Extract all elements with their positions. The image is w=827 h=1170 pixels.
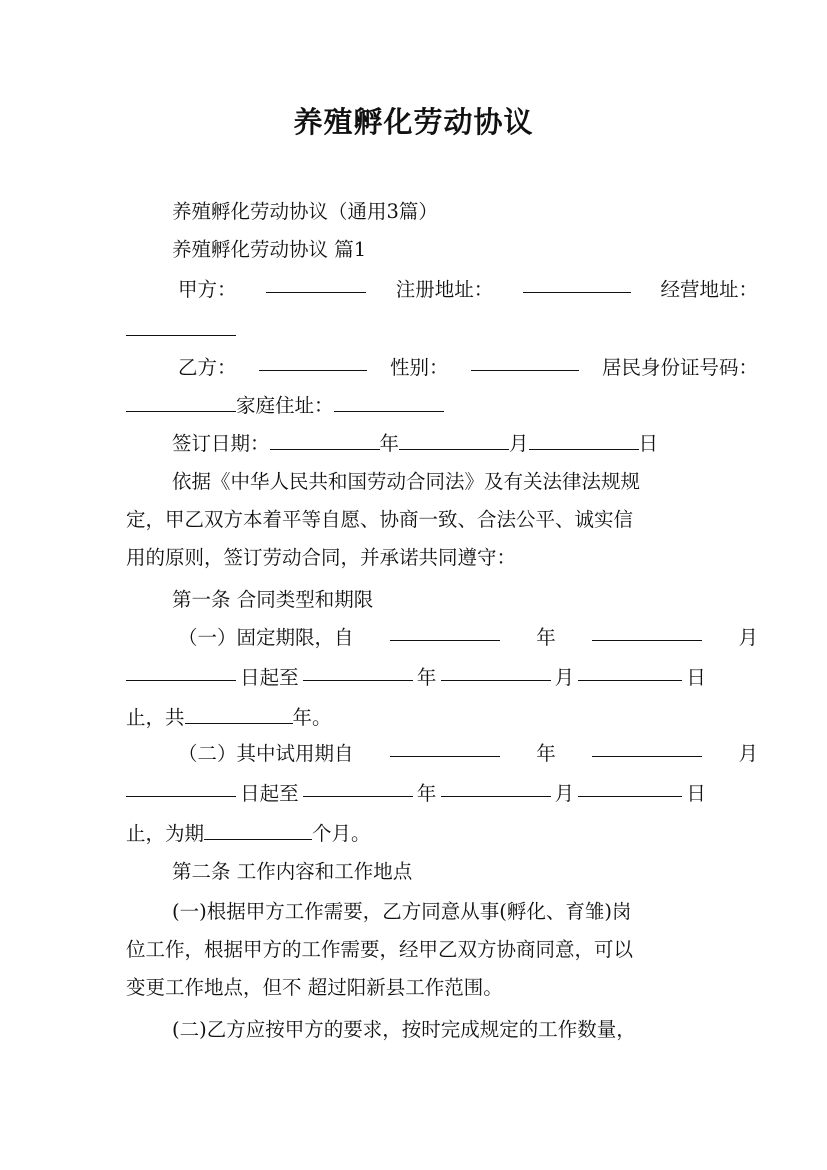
probation-line (126, 734, 758, 774)
article-2-heading: 第二条 工作内容和工作地点 (172, 860, 413, 883)
blank-field (441, 774, 551, 797)
month-label: 月 (738, 626, 758, 649)
month-label: 月 (509, 432, 529, 455)
blank-field (529, 427, 639, 450)
blank-field (592, 734, 702, 757)
blank-field (204, 817, 312, 840)
blank-field (303, 774, 413, 797)
subtitle-line: 养殖孵化劳动协议（通用3篇） (172, 200, 438, 223)
blank-field (390, 734, 500, 757)
party-a-continuation (126, 310, 706, 350)
day-to-label: 日起至 (240, 782, 299, 805)
probation-open: （二）其中试用期自 (178, 742, 354, 765)
party-b-continuation (126, 386, 706, 426)
biz-address-label: 经营地址： (660, 278, 758, 301)
blank-field (390, 618, 500, 641)
party-a-label: 甲方： (178, 278, 237, 301)
reg-address-label: 注册地址： (395, 278, 494, 301)
article-2-line: (二)乙方应按甲方的要求，按时完成规定的工作数量， (172, 1018, 636, 1041)
year-label: 年 (536, 626, 556, 649)
blank-field (266, 270, 366, 293)
probation-line (126, 774, 706, 814)
article-2-line: 变更工作地点，但不 超过阳新县工作范围。 (126, 976, 503, 999)
blank-field (592, 618, 702, 641)
preamble-line: 定，甲乙双方本着平等自愿、协商一致、合法公平、诚实信 (126, 508, 634, 531)
blank-field (578, 658, 682, 681)
blank-field (471, 348, 579, 371)
year-label: 年 (416, 782, 437, 805)
article-1-heading: 第一条 合同类型和期限 (172, 588, 374, 611)
day-label: 日 (638, 432, 659, 455)
blank-field (334, 389, 444, 412)
year-label: 年 (379, 432, 400, 455)
home-address-label: 家庭住址： (236, 394, 334, 417)
id-number-label: 居民身份证号码： (601, 356, 758, 379)
fixed-term-open: （一）固定期限，自 (178, 626, 354, 649)
blank-field (399, 427, 509, 450)
document-title: 养殖孵化劳动协议 (293, 105, 534, 139)
fixed-term-line (126, 658, 706, 698)
end-label: 止，共 (126, 706, 185, 729)
day-label: 日 (686, 666, 706, 689)
preamble-line: 依据《中华人民共和国劳动合同法》及有关法律法规规 (172, 470, 641, 493)
fixed-term-line (126, 618, 758, 658)
article-2-line: 位工作，根据甲方的工作需要，经甲乙双方协商同意，可以 (126, 938, 634, 961)
year-label: 年 (536, 742, 556, 765)
blank-field (126, 313, 236, 336)
blank-field (303, 658, 413, 681)
end-label: 止，为期 (126, 822, 205, 845)
sign-date-line (126, 424, 752, 464)
blank-field (441, 658, 551, 681)
blank-field (185, 701, 293, 724)
blank-field (126, 774, 236, 797)
month-label: 月 (554, 666, 575, 689)
probation-line (126, 814, 706, 854)
months-label: 个月。 (312, 822, 371, 845)
blank-field (126, 389, 236, 412)
party-a-line (126, 270, 758, 310)
day-label: 日 (686, 782, 706, 805)
years-label: 年。 (292, 706, 332, 729)
blank-field (126, 658, 236, 681)
gender-label: 性别： (389, 356, 449, 379)
day-to-label: 日起至 (240, 666, 299, 689)
section-heading: 养殖孵化劳动协议 篇1 (172, 238, 367, 261)
blank-field (259, 348, 367, 371)
blank-field (578, 774, 682, 797)
blank-field (270, 427, 380, 450)
blank-field (523, 270, 631, 293)
fixed-term-line (126, 698, 706, 738)
month-label: 月 (738, 742, 758, 765)
month-label: 月 (554, 782, 575, 805)
article-2-line: (一)根据甲方工作需要，乙方同意从事(孵化、育雏)岗 (172, 900, 632, 923)
year-label: 年 (416, 666, 437, 689)
preamble-line: 用的原则，签订劳动合同，并承诺共同遵守： (126, 546, 517, 569)
party-b-label: 乙方： (178, 356, 237, 379)
party-b-line (126, 348, 758, 388)
sign-date-label: 签订日期： (172, 432, 270, 455)
